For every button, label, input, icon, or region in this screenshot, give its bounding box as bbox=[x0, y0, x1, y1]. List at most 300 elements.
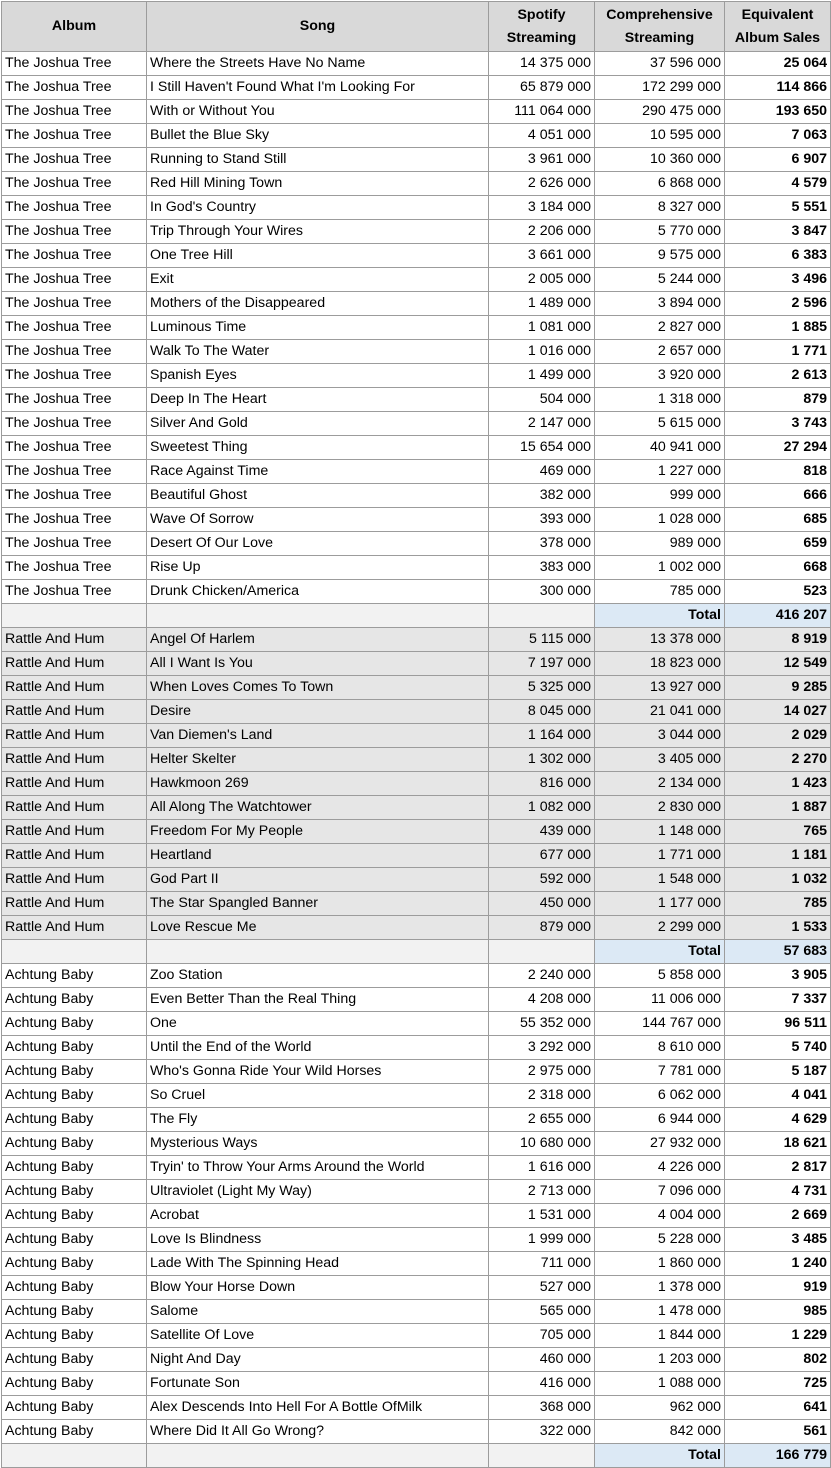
total-empty-cell bbox=[147, 1444, 489, 1468]
song-cell: Love Rescue Me bbox=[147, 916, 489, 940]
song-cell: Desire bbox=[147, 700, 489, 724]
spotify-streaming-cell: 15 654 000 bbox=[489, 436, 595, 460]
song-cell: Fortunate Son bbox=[147, 1372, 489, 1396]
song-cell: Salome bbox=[147, 1300, 489, 1324]
song-cell: The Star Spangled Banner bbox=[147, 892, 489, 916]
table-row bbox=[2, 1372, 831, 1396]
total-label: Total bbox=[595, 604, 725, 628]
album-cell: The Joshua Tree bbox=[2, 412, 147, 436]
album-cell: The Joshua Tree bbox=[2, 484, 147, 508]
table-row bbox=[2, 652, 831, 676]
equivalent-album-sales-cell: 5 740 bbox=[725, 1036, 831, 1060]
comprehensive-streaming-cell: 1 088 000 bbox=[595, 1372, 725, 1396]
header-row bbox=[2, 2, 831, 52]
table-row bbox=[2, 1060, 831, 1084]
album-cell: Achtung Baby bbox=[2, 1300, 147, 1324]
comprehensive-streaming-cell: 999 000 bbox=[595, 484, 725, 508]
song-cell: The Fly bbox=[147, 1108, 489, 1132]
spotify-streaming-cell: 3 961 000 bbox=[489, 148, 595, 172]
comprehensive-streaming-cell: 1 148 000 bbox=[595, 820, 725, 844]
comprehensive-streaming-cell: 37 596 000 bbox=[595, 52, 725, 76]
spotify-streaming-cell: 55 352 000 bbox=[489, 1012, 595, 1036]
equivalent-album-sales-cell: 18 621 bbox=[725, 1132, 831, 1156]
comprehensive-streaming-cell: 8 327 000 bbox=[595, 196, 725, 220]
album-cell: The Joshua Tree bbox=[2, 580, 147, 604]
song-cell: Van Diemen's Land bbox=[147, 724, 489, 748]
album-cell: The Joshua Tree bbox=[2, 148, 147, 172]
album-cell: Rattle And Hum bbox=[2, 844, 147, 868]
spotify-streaming-cell: 2 975 000 bbox=[489, 1060, 595, 1084]
total-row bbox=[2, 1444, 831, 1468]
comprehensive-streaming-cell: 989 000 bbox=[595, 532, 725, 556]
comprehensive-streaming-cell: 842 000 bbox=[595, 1420, 725, 1444]
comprehensive-streaming-cell: 1 478 000 bbox=[595, 1300, 725, 1324]
album-cell: The Joshua Tree bbox=[2, 172, 147, 196]
spotify-streaming-cell: 10 680 000 bbox=[489, 1132, 595, 1156]
spotify-streaming-cell: 592 000 bbox=[489, 868, 595, 892]
song-cell: Heartland bbox=[147, 844, 489, 868]
equivalent-album-sales-cell: 685 bbox=[725, 508, 831, 532]
equivalent-album-sales-cell: 1 181 bbox=[725, 844, 831, 868]
equivalent-album-sales-cell: 802 bbox=[725, 1348, 831, 1372]
song-cell: Tryin' to Throw Your Arms Around the World bbox=[147, 1156, 489, 1180]
spotify-streaming-cell: 1 081 000 bbox=[489, 316, 595, 340]
equivalent-album-sales-cell: 985 bbox=[725, 1300, 831, 1324]
spotify-streaming-cell: 1 082 000 bbox=[489, 796, 595, 820]
spotify-streaming-cell: 1 302 000 bbox=[489, 748, 595, 772]
album-cell: The Joshua Tree bbox=[2, 388, 147, 412]
song-cell: Drunk Chicken/America bbox=[147, 580, 489, 604]
song-cell: Bullet the Blue Sky bbox=[147, 124, 489, 148]
album-cell: Rattle And Hum bbox=[2, 652, 147, 676]
song-cell: Race Against Time bbox=[147, 460, 489, 484]
equivalent-album-sales-cell: 666 bbox=[725, 484, 831, 508]
song-cell: Where Did It All Go Wrong? bbox=[147, 1420, 489, 1444]
equivalent-album-sales-cell: 25 064 bbox=[725, 52, 831, 76]
album-cell: The Joshua Tree bbox=[2, 220, 147, 244]
equivalent-album-sales-cell: 3 847 bbox=[725, 220, 831, 244]
song-cell: Desert Of Our Love bbox=[147, 532, 489, 556]
song-cell: Red Hill Mining Town bbox=[147, 172, 489, 196]
comprehensive-streaming-cell: 10 595 000 bbox=[595, 124, 725, 148]
spotify-streaming-cell: 2 655 000 bbox=[489, 1108, 595, 1132]
album-cell: Achtung Baby bbox=[2, 1324, 147, 1348]
album-cell: Rattle And Hum bbox=[2, 676, 147, 700]
album-cell: The Joshua Tree bbox=[2, 100, 147, 124]
equivalent-album-sales-cell: 96 511 bbox=[725, 1012, 831, 1036]
spotify-streaming-cell: 2 626 000 bbox=[489, 172, 595, 196]
equivalent-album-sales-cell: 3 485 bbox=[725, 1228, 831, 1252]
table-row bbox=[2, 220, 831, 244]
total-empty-cell bbox=[2, 604, 147, 628]
song-cell: Mysterious Ways bbox=[147, 1132, 489, 1156]
comprehensive-streaming-cell: 144 767 000 bbox=[595, 1012, 725, 1036]
comprehensive-streaming-cell: 6 944 000 bbox=[595, 1108, 725, 1132]
table-row bbox=[2, 148, 831, 172]
spotify-streaming-cell: 4 208 000 bbox=[489, 988, 595, 1012]
album-cell: Achtung Baby bbox=[2, 1180, 147, 1204]
comprehensive-streaming-cell: 3 920 000 bbox=[595, 364, 725, 388]
spotify-streaming-cell: 3 661 000 bbox=[489, 244, 595, 268]
header-song: Song bbox=[147, 2, 489, 52]
album-cell: The Joshua Tree bbox=[2, 316, 147, 340]
table-row bbox=[2, 460, 831, 484]
total-empty-cell bbox=[2, 940, 147, 964]
album-cell: Achtung Baby bbox=[2, 1228, 147, 1252]
comprehensive-streaming-cell: 6 868 000 bbox=[595, 172, 725, 196]
equivalent-album-sales-cell: 193 650 bbox=[725, 100, 831, 124]
comprehensive-streaming-cell: 6 062 000 bbox=[595, 1084, 725, 1108]
comprehensive-streaming-cell: 1 860 000 bbox=[595, 1252, 725, 1276]
total-row bbox=[2, 940, 831, 964]
table-row bbox=[2, 1348, 831, 1372]
spotify-streaming-cell: 469 000 bbox=[489, 460, 595, 484]
album-cell: The Joshua Tree bbox=[2, 460, 147, 484]
comprehensive-streaming-cell: 1 378 000 bbox=[595, 1276, 725, 1300]
album-cell: Achtung Baby bbox=[2, 1372, 147, 1396]
comprehensive-streaming-cell: 1 227 000 bbox=[595, 460, 725, 484]
equivalent-album-sales-cell: 3 496 bbox=[725, 268, 831, 292]
album-cell: The Joshua Tree bbox=[2, 124, 147, 148]
equivalent-album-sales-cell: 785 bbox=[725, 892, 831, 916]
spotify-streaming-cell: 460 000 bbox=[489, 1348, 595, 1372]
spotify-streaming-cell: 322 000 bbox=[489, 1420, 595, 1444]
album-cell: Achtung Baby bbox=[2, 1420, 147, 1444]
total-label: Total bbox=[595, 1444, 725, 1468]
equivalent-album-sales-cell: 725 bbox=[725, 1372, 831, 1396]
table-row bbox=[2, 1204, 831, 1228]
spotify-streaming-cell: 300 000 bbox=[489, 580, 595, 604]
spotify-streaming-cell: 1 531 000 bbox=[489, 1204, 595, 1228]
spotify-streaming-cell: 416 000 bbox=[489, 1372, 595, 1396]
total-empty-cell bbox=[147, 940, 489, 964]
equivalent-album-sales-cell: 27 294 bbox=[725, 436, 831, 460]
album-cell: The Joshua Tree bbox=[2, 556, 147, 580]
spotify-streaming-cell: 677 000 bbox=[489, 844, 595, 868]
table-row bbox=[2, 388, 831, 412]
song-cell: Freedom For My People bbox=[147, 820, 489, 844]
table-row bbox=[2, 1420, 831, 1444]
table-row bbox=[2, 172, 831, 196]
comprehensive-streaming-cell: 4 226 000 bbox=[595, 1156, 725, 1180]
table-row bbox=[2, 484, 831, 508]
comprehensive-streaming-cell: 4 004 000 bbox=[595, 1204, 725, 1228]
song-cell: One bbox=[147, 1012, 489, 1036]
equivalent-album-sales-cell: 4 579 bbox=[725, 172, 831, 196]
song-cell: Night And Day bbox=[147, 1348, 489, 1372]
comprehensive-streaming-cell: 3 044 000 bbox=[595, 724, 725, 748]
song-cell: Hawkmoon 269 bbox=[147, 772, 489, 796]
album-cell: The Joshua Tree bbox=[2, 532, 147, 556]
song-cell: Lade With The Spinning Head bbox=[147, 1252, 489, 1276]
table-row bbox=[2, 1012, 831, 1036]
song-cell: Even Better Than the Real Thing bbox=[147, 988, 489, 1012]
equivalent-album-sales-cell: 8 919 bbox=[725, 628, 831, 652]
song-cell: In God's Country bbox=[147, 196, 489, 220]
song-cell: Walk To The Water bbox=[147, 340, 489, 364]
table-row bbox=[2, 1300, 831, 1324]
comprehensive-streaming-cell: 3 894 000 bbox=[595, 292, 725, 316]
equivalent-album-sales-cell: 1 240 bbox=[725, 1252, 831, 1276]
spotify-streaming-cell: 450 000 bbox=[489, 892, 595, 916]
table-row bbox=[2, 1276, 831, 1300]
comprehensive-streaming-cell: 5 228 000 bbox=[595, 1228, 725, 1252]
table-row bbox=[2, 988, 831, 1012]
song-cell: Who's Gonna Ride Your Wild Horses bbox=[147, 1060, 489, 1084]
comprehensive-streaming-cell: 7 096 000 bbox=[595, 1180, 725, 1204]
song-cell: So Cruel bbox=[147, 1084, 489, 1108]
equivalent-album-sales-cell: 1 423 bbox=[725, 772, 831, 796]
spotify-streaming-cell: 816 000 bbox=[489, 772, 595, 796]
equivalent-album-sales-cell: 2 596 bbox=[725, 292, 831, 316]
equivalent-album-sales-cell: 561 bbox=[725, 1420, 831, 1444]
total-row bbox=[2, 604, 831, 628]
album-cell: The Joshua Tree bbox=[2, 196, 147, 220]
table-row bbox=[2, 244, 831, 268]
table-row bbox=[2, 748, 831, 772]
equivalent-album-sales-cell: 5 187 bbox=[725, 1060, 831, 1084]
table-row bbox=[2, 580, 831, 604]
comprehensive-streaming-cell: 2 830 000 bbox=[595, 796, 725, 820]
header-album: Album bbox=[2, 2, 147, 52]
album-cell: The Joshua Tree bbox=[2, 292, 147, 316]
comprehensive-streaming-cell: 13 378 000 bbox=[595, 628, 725, 652]
spotify-streaming-cell: 5 115 000 bbox=[489, 628, 595, 652]
album-cell: Achtung Baby bbox=[2, 1132, 147, 1156]
album-cell: The Joshua Tree bbox=[2, 508, 147, 532]
table-row bbox=[2, 340, 831, 364]
spotify-streaming-cell: 1 999 000 bbox=[489, 1228, 595, 1252]
song-cell: All Along The Watchtower bbox=[147, 796, 489, 820]
spotify-streaming-cell: 14 375 000 bbox=[489, 52, 595, 76]
table-row bbox=[2, 1228, 831, 1252]
comprehensive-streaming-cell: 7 781 000 bbox=[595, 1060, 725, 1084]
album-cell: Rattle And Hum bbox=[2, 772, 147, 796]
spotify-streaming-cell: 8 045 000 bbox=[489, 700, 595, 724]
header-equivalent-album-sales: Equivalent Album Sales bbox=[725, 2, 831, 52]
table-row bbox=[2, 676, 831, 700]
album-cell: The Joshua Tree bbox=[2, 364, 147, 388]
comprehensive-streaming-cell: 2 657 000 bbox=[595, 340, 725, 364]
table-row bbox=[2, 700, 831, 724]
table-row bbox=[2, 1132, 831, 1156]
spotify-streaming-cell: 527 000 bbox=[489, 1276, 595, 1300]
spotify-streaming-cell: 879 000 bbox=[489, 916, 595, 940]
spotify-streaming-cell: 1 016 000 bbox=[489, 340, 595, 364]
song-cell: Exit bbox=[147, 268, 489, 292]
equivalent-album-sales-cell: 3 905 bbox=[725, 964, 831, 988]
album-cell: Achtung Baby bbox=[2, 1252, 147, 1276]
comprehensive-streaming-cell: 172 299 000 bbox=[595, 76, 725, 100]
table-row bbox=[2, 1324, 831, 1348]
comprehensive-streaming-cell: 1 548 000 bbox=[595, 868, 725, 892]
album-cell: Rattle And Hum bbox=[2, 916, 147, 940]
spotify-streaming-cell: 2 713 000 bbox=[489, 1180, 595, 1204]
spotify-streaming-cell: 4 051 000 bbox=[489, 124, 595, 148]
album-cell: Achtung Baby bbox=[2, 1060, 147, 1084]
comprehensive-streaming-cell: 962 000 bbox=[595, 1396, 725, 1420]
spotify-streaming-cell: 65 879 000 bbox=[489, 76, 595, 100]
album-cell: Rattle And Hum bbox=[2, 892, 147, 916]
comprehensive-streaming-cell: 1 318 000 bbox=[595, 388, 725, 412]
comprehensive-streaming-cell: 5 770 000 bbox=[595, 220, 725, 244]
song-cell: Beautiful Ghost bbox=[147, 484, 489, 508]
equivalent-album-sales-cell: 659 bbox=[725, 532, 831, 556]
album-cell: Achtung Baby bbox=[2, 1396, 147, 1420]
song-cell: God Part II bbox=[147, 868, 489, 892]
comprehensive-streaming-cell: 9 575 000 bbox=[595, 244, 725, 268]
comprehensive-streaming-cell: 3 405 000 bbox=[595, 748, 725, 772]
song-cell: Spanish Eyes bbox=[147, 364, 489, 388]
equivalent-album-sales-cell: 6 383 bbox=[725, 244, 831, 268]
table-row bbox=[2, 1252, 831, 1276]
table-row bbox=[2, 964, 831, 988]
table-row bbox=[2, 724, 831, 748]
song-cell: Trip Through Your Wires bbox=[147, 220, 489, 244]
spotify-streaming-cell: 3 184 000 bbox=[489, 196, 595, 220]
equivalent-album-sales-cell: 14 027 bbox=[725, 700, 831, 724]
comprehensive-streaming-cell: 11 006 000 bbox=[595, 988, 725, 1012]
comprehensive-streaming-cell: 5 615 000 bbox=[595, 412, 725, 436]
spotify-streaming-cell: 1 164 000 bbox=[489, 724, 595, 748]
song-cell: When Loves Comes To Town bbox=[147, 676, 489, 700]
equivalent-album-sales-cell: 668 bbox=[725, 556, 831, 580]
song-cell: Silver And Gold bbox=[147, 412, 489, 436]
spotify-streaming-cell: 378 000 bbox=[489, 532, 595, 556]
comprehensive-streaming-cell: 290 475 000 bbox=[595, 100, 725, 124]
equivalent-album-sales-cell: 9 285 bbox=[725, 676, 831, 700]
song-cell: Rise Up bbox=[147, 556, 489, 580]
album-cell: Rattle And Hum bbox=[2, 628, 147, 652]
spotify-streaming-cell: 2 240 000 bbox=[489, 964, 595, 988]
equivalent-album-sales-cell: 4 731 bbox=[725, 1180, 831, 1204]
table-row bbox=[2, 100, 831, 124]
equivalent-album-sales-cell: 919 bbox=[725, 1276, 831, 1300]
comprehensive-streaming-cell: 21 041 000 bbox=[595, 700, 725, 724]
spotify-streaming-cell: 504 000 bbox=[489, 388, 595, 412]
spotify-streaming-cell: 2 318 000 bbox=[489, 1084, 595, 1108]
spotify-streaming-cell: 705 000 bbox=[489, 1324, 595, 1348]
song-cell: Ultraviolet (Light My Way) bbox=[147, 1180, 489, 1204]
total-empty-cell bbox=[489, 1444, 595, 1468]
table-row bbox=[2, 1396, 831, 1420]
equivalent-album-sales-cell: 5 551 bbox=[725, 196, 831, 220]
table-row bbox=[2, 916, 831, 940]
equivalent-album-sales-cell: 523 bbox=[725, 580, 831, 604]
equivalent-album-sales-cell: 2 817 bbox=[725, 1156, 831, 1180]
equivalent-album-sales-cell: 4 629 bbox=[725, 1108, 831, 1132]
album-cell: Rattle And Hum bbox=[2, 700, 147, 724]
spotify-streaming-cell: 2 005 000 bbox=[489, 268, 595, 292]
equivalent-album-sales-cell: 1 885 bbox=[725, 316, 831, 340]
song-cell: With or Without You bbox=[147, 100, 489, 124]
table-row bbox=[2, 292, 831, 316]
comprehensive-streaming-cell: 1 771 000 bbox=[595, 844, 725, 868]
table-row bbox=[2, 196, 831, 220]
album-cell: Achtung Baby bbox=[2, 964, 147, 988]
album-cell: Achtung Baby bbox=[2, 1108, 147, 1132]
album-cell: Achtung Baby bbox=[2, 1276, 147, 1300]
total-empty-cell bbox=[147, 604, 489, 628]
song-cell: Wave Of Sorrow bbox=[147, 508, 489, 532]
comprehensive-streaming-cell: 1 002 000 bbox=[595, 556, 725, 580]
table-row bbox=[2, 628, 831, 652]
album-cell: Rattle And Hum bbox=[2, 796, 147, 820]
album-cell: Achtung Baby bbox=[2, 1084, 147, 1108]
header-spotify-streaming: Spotify Streaming bbox=[489, 2, 595, 52]
comprehensive-streaming-cell: 2 134 000 bbox=[595, 772, 725, 796]
table-row bbox=[2, 1084, 831, 1108]
album-cell: The Joshua Tree bbox=[2, 76, 147, 100]
album-cell: Rattle And Hum bbox=[2, 748, 147, 772]
table-row bbox=[2, 1036, 831, 1060]
equivalent-album-sales-cell: 818 bbox=[725, 460, 831, 484]
album-cell: The Joshua Tree bbox=[2, 436, 147, 460]
equivalent-album-sales-cell: 12 549 bbox=[725, 652, 831, 676]
spotify-streaming-cell: 383 000 bbox=[489, 556, 595, 580]
equivalent-album-sales-cell: 1 533 bbox=[725, 916, 831, 940]
spotify-streaming-cell: 7 197 000 bbox=[489, 652, 595, 676]
header-comprehensive-streaming: Comprehensive Streaming bbox=[595, 2, 725, 52]
table-body bbox=[2, 52, 831, 1468]
album-cell: Achtung Baby bbox=[2, 1012, 147, 1036]
song-cell: Running to Stand Still bbox=[147, 148, 489, 172]
album-cell: The Joshua Tree bbox=[2, 340, 147, 364]
song-cell: Zoo Station bbox=[147, 964, 489, 988]
table-row bbox=[2, 436, 831, 460]
album-cell: Rattle And Hum bbox=[2, 820, 147, 844]
spotify-streaming-cell: 1 499 000 bbox=[489, 364, 595, 388]
comprehensive-streaming-cell: 5 858 000 bbox=[595, 964, 725, 988]
song-cell: Until the End of the World bbox=[147, 1036, 489, 1060]
song-cell: Helter Skelter bbox=[147, 748, 489, 772]
song-cell: Satellite Of Love bbox=[147, 1324, 489, 1348]
table-row bbox=[2, 316, 831, 340]
comprehensive-streaming-cell: 1 177 000 bbox=[595, 892, 725, 916]
comprehensive-streaming-cell: 1 203 000 bbox=[595, 1348, 725, 1372]
song-cell: Where the Streets Have No Name bbox=[147, 52, 489, 76]
album-cell: Achtung Baby bbox=[2, 1036, 147, 1060]
total-empty-cell bbox=[489, 604, 595, 628]
table-row bbox=[2, 868, 831, 892]
table-row bbox=[2, 532, 831, 556]
table-row bbox=[2, 892, 831, 916]
album-cell: Achtung Baby bbox=[2, 1348, 147, 1372]
equivalent-album-sales-cell: 2 270 bbox=[725, 748, 831, 772]
equivalent-album-sales-cell: 4 041 bbox=[725, 1084, 831, 1108]
spotify-streaming-cell: 2 206 000 bbox=[489, 220, 595, 244]
spotify-streaming-cell: 439 000 bbox=[489, 820, 595, 844]
equivalent-album-sales-cell: 1 229 bbox=[725, 1324, 831, 1348]
spotify-streaming-cell: 1 489 000 bbox=[489, 292, 595, 316]
equivalent-album-sales-cell: 641 bbox=[725, 1396, 831, 1420]
album-cell: Achtung Baby bbox=[2, 1204, 147, 1228]
equivalent-album-sales-cell: 1 887 bbox=[725, 796, 831, 820]
total-label: Total bbox=[595, 940, 725, 964]
album-cell: Achtung Baby bbox=[2, 988, 147, 1012]
song-cell: Mothers of the Disappeared bbox=[147, 292, 489, 316]
spotify-streaming-cell: 382 000 bbox=[489, 484, 595, 508]
table-row bbox=[2, 364, 831, 388]
comprehensive-streaming-cell: 2 827 000 bbox=[595, 316, 725, 340]
table-row bbox=[2, 844, 831, 868]
spotify-streaming-cell: 1 616 000 bbox=[489, 1156, 595, 1180]
table-row bbox=[2, 52, 831, 76]
song-cell: Angel Of Harlem bbox=[147, 628, 489, 652]
album-cell: Rattle And Hum bbox=[2, 868, 147, 892]
table-row bbox=[2, 556, 831, 580]
table-row bbox=[2, 1180, 831, 1204]
